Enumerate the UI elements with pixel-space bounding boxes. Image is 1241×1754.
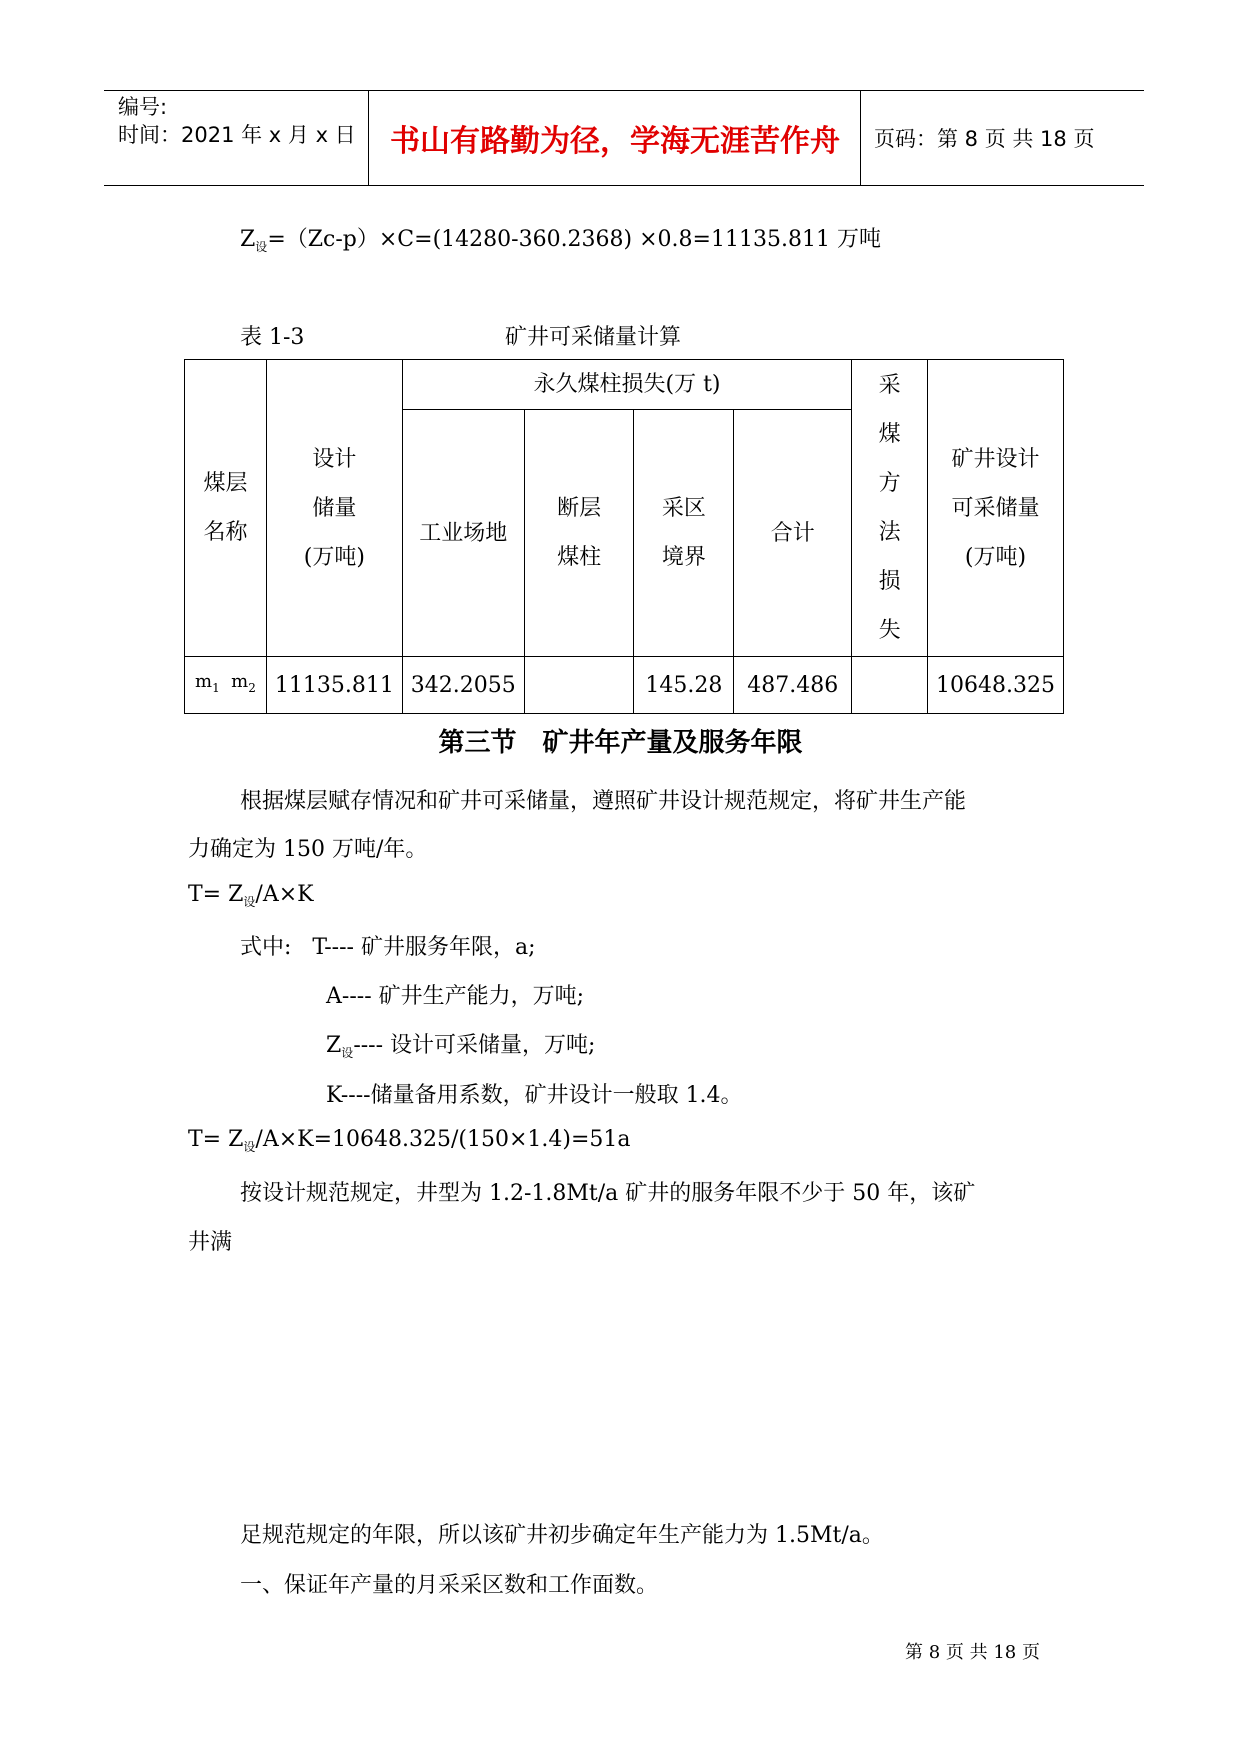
header-text: 采 [878,373,901,398]
formula-z-design [240,222,881,255]
where-label: 式中: [240,935,292,960]
where-line [240,930,536,961]
table-caption-label: 表 1-3 [240,325,305,350]
definition-a: A---- 矿井生产能力，万吨; [326,984,585,1009]
definition-t: T---- 矿井服务年限，a; [312,935,536,960]
formula-subscript: 设 [341,1046,354,1060]
header-text: (万吨) [964,544,1027,570]
formula-text: T= Z [188,882,244,907]
section-title: 第三节 矿井年产量及服务年限 [438,728,803,758]
header-recoverable [927,360,1063,657]
recoverable-reserve-table [184,359,1064,714]
cell-design-reserve: 11135.811 [266,657,402,714]
header-divider [860,91,861,185]
cell-text: m [231,671,249,692]
paragraph-line: 根据煤层赋存情况和矿井可采储量，遵照矿井设计规范规定，将矿井生产能 [240,789,967,814]
header-text: 煤柱 [557,545,602,570]
cell-mining-loss [852,657,928,714]
cell-fault-pillar [524,657,634,714]
formula-text: /A×K [255,882,314,907]
header-text: 可采储量 [951,495,1040,521]
header-text: (万吨) [303,544,365,570]
cell-industrial-site: 342.2055 [402,657,524,714]
header-fault-pillar [524,410,634,657]
definition-z [326,1028,595,1061]
formula-subscript: 设 [255,240,268,254]
cell-text: m [195,671,213,692]
header-page-info: 页码：第 8 页 共 18 页 [874,127,1095,151]
cell-subscript: 1 [212,681,220,695]
cell-recoverable: 10648.325 [927,657,1063,714]
header-district-boundary [634,410,734,657]
cell-total: 487.486 [734,657,852,714]
header-text: 方 [878,471,901,496]
paragraph-line: 一、保证年产量的月采采区数和工作面数。 [240,1573,659,1598]
cell-subscript: 2 [248,681,256,695]
header-text: 矿井设计 [951,446,1040,472]
page-footer: 第 8 页 共 18 页 [905,1642,1040,1663]
formula-t-calc [188,1127,631,1155]
paragraph-line: 按设计规范规定，井型为 1.2-1.8Mt/a 矿井的服务年限不少于 50 年，该矿 [240,1181,976,1206]
header-text: 储量 [312,495,357,521]
table-caption-title: 矿井可采储量计算 [505,325,682,350]
paragraph-line: 足规范规定的年限，所以该矿井初步确定年生产能力为 1.5Mt/a。 [240,1523,884,1548]
paragraph-line: 井满 [188,1230,233,1255]
header-design-reserve [266,360,402,657]
header-meta [118,93,368,149]
formula-text: /A×K=10648.325/(150×1.4)=51a [255,1127,631,1152]
header-text: 断层 [557,496,602,521]
header-total: 合计 [734,410,852,657]
header-text: 名称 [203,520,248,545]
header-industrial-site: 工业场地 [402,410,524,657]
formula-text: ---- 设计可采储量，万吨; [353,1033,596,1058]
header-divider [368,91,369,185]
doc-number-label: 编号: [118,95,168,119]
formula-text: Z [326,1033,342,1058]
header-text: 设计 [312,446,357,472]
header-text: 境界 [661,545,706,570]
cell-seam [185,657,267,714]
formula-subscript: 设 [243,1140,256,1154]
formula-text: T= Z [188,1127,244,1152]
header-text: 法 [878,520,901,545]
formula-t [188,882,314,910]
header-text: 失 [878,618,901,643]
table-row [185,657,1064,714]
header-text: 煤层 [203,471,248,496]
formula-text: =（Zc-p）×C=(14280-360.2368) ×0.8=11135.811 万吨 [267,227,881,252]
cell-district-boundary: 145.28 [634,657,734,714]
header-seam-name [185,360,267,657]
formula-text: Z [240,227,256,252]
header-text: 损 [878,569,901,594]
header-text: 采区 [661,496,706,521]
header-text: 煤 [878,422,901,447]
definition-k: K----储量备用系数，矿井设计一般取 1.4。 [326,1083,743,1108]
page-header [104,90,1144,186]
formula-subscript: 设 [243,895,256,909]
header-motto: 书山有路勤为径，学海无涯苦作舟 [390,124,840,159]
doc-time-label: 时间：2021 年 x 月 x 日 [118,123,356,147]
header-mining-loss [852,360,928,657]
paragraph-line: 力确定为 150 万吨/年。 [188,837,428,862]
header-permanent-loss: 永久煤柱损失(万 t) [402,360,851,410]
